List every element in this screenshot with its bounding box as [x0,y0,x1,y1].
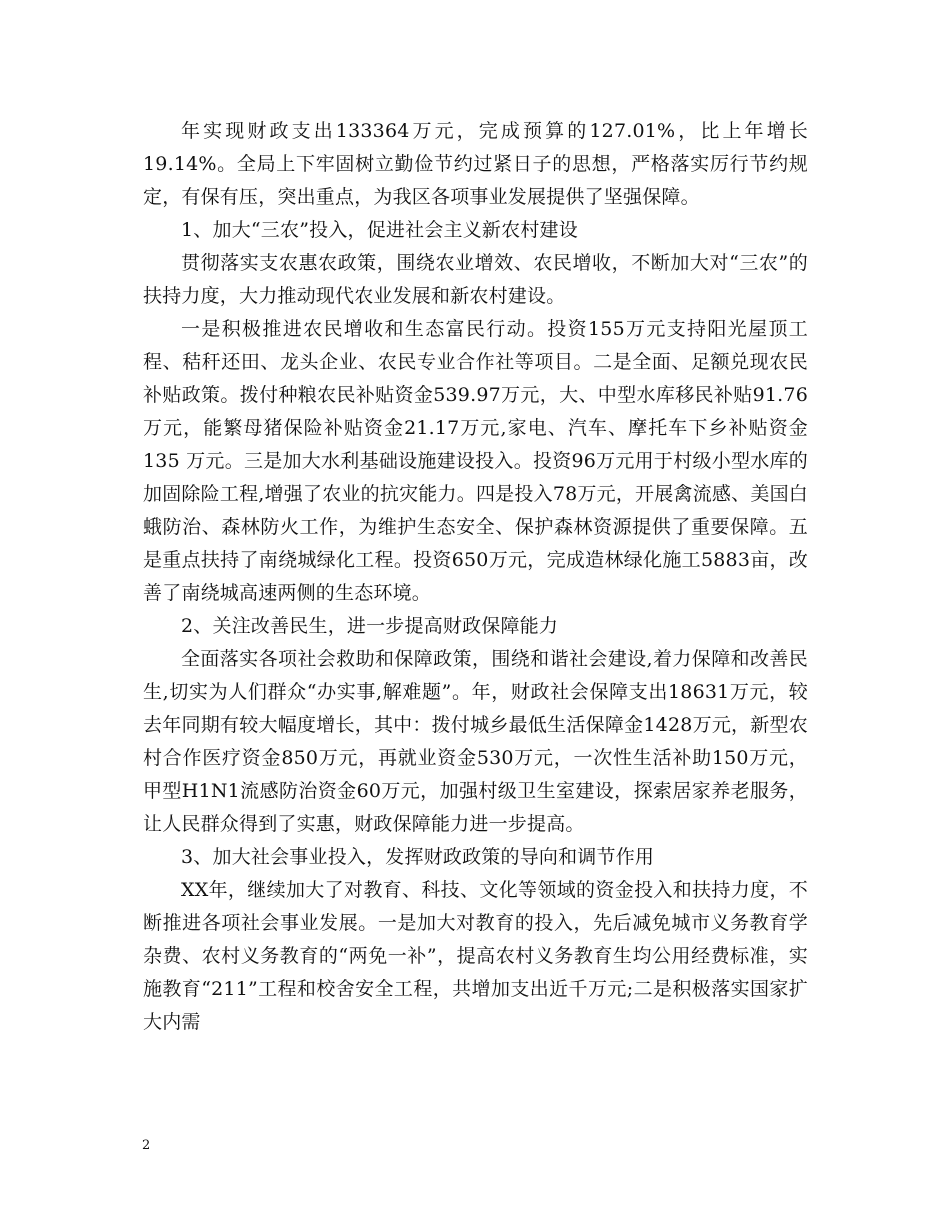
paragraph-agriculture-policy: 贯彻落实支农惠农政策，围绕农业增效、农民增收，不断加大对“三农”的扶持力度，大力推动现代农业发展和新农村建设。 [143,252,808,307]
paragraph-agriculture-details: 一是积极推进农民增收和生态富民行动。投资155万元支持阳光屋顶工程、秸秆还田、龙头企业、农民专业合作社等项目。二是全面、足额兑现农民补贴政策。拨付种粮农民补贴资金539.97万元，大、中型水库移民补贴91.76万元，能繁母猪保险补贴资金21.17万元,家电、汽车、摩托车下乡补贴资金135 万元。三是加大水利基础设施建设投入。投资96万元用于村级小型水库的加固除险工程,增强了农业的抗灾能力。四是投入78万元，开展禽流感、美国白蛾防治、森林防火工作，为维护生态安全、保护森林资源提供了重要保障。五是重点扶持了南绕城绿化工程。投资650万元，完成造林绿化施工5883亩，改善了南绕城高速两侧的生态环境。 [143,318,808,604]
paragraph-social-affairs-details: XX年，继续加大了对教育、科技、文化等领域的资金投入和扶持力度，不断推进各项社会事业发展。一是加大对教育的投入，先后减免城市义务教育学杂费、农村义务教育的“两免一补”，提高农村义务教育生均公用经费标准，实施教育“211”工程和校舍安全工程，共增加支出近千万元;二是积极落实国家扩大内需 [143,879,808,1033]
paragraph-expenditure-summary: 年实现财政支出133364万元，完成预算的127.01%，比上年增长19.14%。全局上下牢固树立勤俭节约过紧日子的思想，严格落实厉行节约规定，有保有压，突出重点，为我区各项事业发展提供了坚强保障。 [143,120,808,208]
section-heading-livelihood: 2、关注改善民生，进一步提高财政保障能力 [181,615,559,637]
paragraph-livelihood-details: 全面落实各项社会救助和保障政策，围绕和谐社会建设,着力保障和改善民生,切实为人们群众“办实事,解难题”。年，财政社会保障支出18631万元，较去年同期有较大幅度增长，其中：拨付城乡最低生活保障金1428万元，新型农村合作医疗资金850万元，再就业资金530万元，一次性生活补助150万元，甲型H1N1流感防治资金60万元，加强村级卫生室建设，探索居家养老服务，让人民群众得到了实惠，财政保障能力进一步提高。 [143,648,808,835]
page-number: 2 [142,1138,151,1153]
section-heading-social-affairs: 3、加大社会事业投入，发挥财政政策的导向和调节作用 [181,846,655,868]
document-body [143,115,808,1039]
section-heading-agriculture: 1、加大“三农”投入，促进社会主义新农村建设 [181,219,578,241]
